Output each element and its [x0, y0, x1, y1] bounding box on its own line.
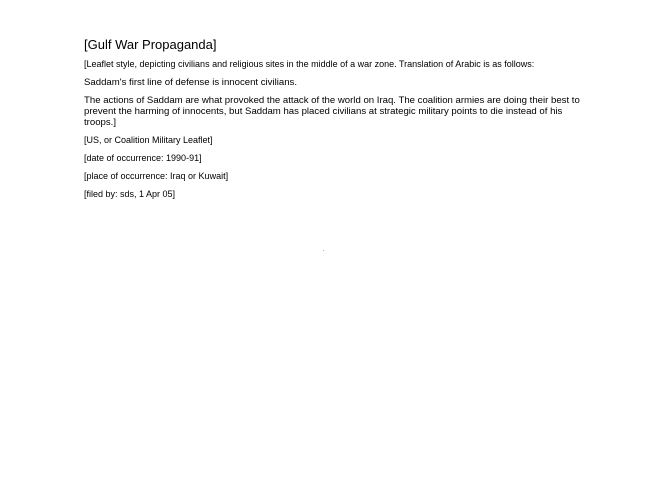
filed-line: [filed by: sds, 1 Apr 05] — [84, 189, 176, 199]
document-title: [Gulf War Propaganda] — [84, 37, 217, 52]
translation-line: Saddam's first line of defense is innocent civilians. — [84, 77, 298, 88]
leaflet-description: [Leaflet style, depicting civilians and religious sites in the middle of a war zone. Translation of Arabic is as follows: — [84, 59, 535, 69]
source-line: [US, or Coalition Military Leaflet] — [84, 135, 213, 145]
translation-paragraph: The actions of Saddam are what provoked the attack of the world on Iraq. The coalition armies are doing their best to prevent the harming of innocents, but Saddam has placed civilians at strategic military points to die instead of his troops.] — [84, 95, 580, 128]
stray-dot — [323, 250, 324, 251]
place-line: [place of occurrence: Iraq or Kuwait] — [84, 171, 229, 181]
date-line: [date of occurrence: 1990-91] — [84, 153, 202, 163]
document-body — [84, 37, 590, 207]
